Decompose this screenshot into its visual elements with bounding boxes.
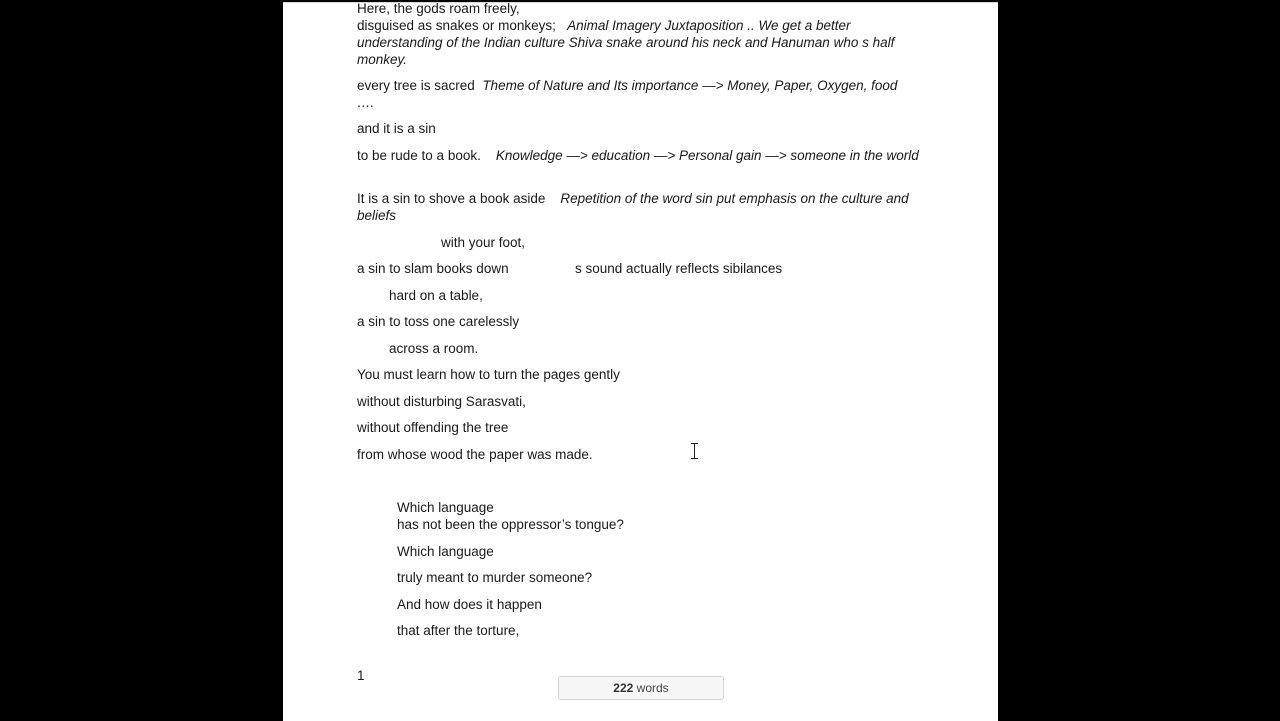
poem-line[interactable]: every tree is sacred Theme of Nature and Its importance —> Money, Paper, Oxygen, food …. <box>357 78 898 110</box>
poem-line[interactable]: a sin to slam books down <box>357 261 509 276</box>
poem-line[interactable]: disguised as snakes or monkeys; Animal Imagery Juxtaposition .. We get a better understanding of the Indian culture Shiva snake around his neck and Hanuman who s half monkey. <box>357 18 895 67</box>
document-page[interactable] <box>283 2 998 721</box>
page-number: 1 <box>357 668 365 683</box>
poem-line[interactable]: It is a sin to shove a book aside Repetition of the word sin put emphasis on the culture and beliefs <box>357 191 909 223</box>
poem-line[interactable]: Here, the gods roam freely, <box>357 1 520 16</box>
poem-line[interactable]: and it is a sin <box>357 121 436 136</box>
poem-line[interactable]: You must learn how to turn the pages gently <box>357 367 620 382</box>
poem-line[interactable]: without disturbing Sarasvati, <box>357 394 526 409</box>
poem-line[interactable]: to be rude to a book. Knowledge —> education —> Personal gain —> someone in the world <box>357 148 919 163</box>
annotation-note: Repetition of the word sin put emphasis on the culture and beliefs <box>357 191 909 223</box>
poem-line[interactable]: with your foot, <box>441 235 526 250</box>
stanza-line[interactable]: has not been the oppressor’s tongue? <box>397 517 624 532</box>
word-count-value: 222 <box>613 681 634 695</box>
poem-line[interactable]: a sin to toss one carelessly <box>357 314 520 329</box>
word-count-badge[interactable] <box>558 676 724 700</box>
stanza-line[interactable]: that after the torture, <box>397 623 520 638</box>
text-cursor-icon <box>690 443 699 459</box>
stanza-line[interactable]: Which language <box>397 544 494 559</box>
stanza-line[interactable]: Which language <box>397 500 494 515</box>
poem-line[interactable]: without offending the tree <box>357 420 509 435</box>
poem-line[interactable]: from whose wood the paper was made. <box>357 447 593 462</box>
stanza-line[interactable]: And how does it happen <box>397 597 542 612</box>
annotation-note: Knowledge —> education —> Personal gain —> someone in the world <box>495 148 919 163</box>
annotation-note: Theme of Nature and Its importance —> Money, Paper, Oxygen, food …. <box>357 78 898 110</box>
word-count-label: words <box>636 681 669 695</box>
poem-line[interactable]: across a room. <box>389 341 479 356</box>
poem-line[interactable]: hard on a table, <box>389 288 483 303</box>
stanza-line[interactable]: truly meant to murder someone? <box>397 570 593 585</box>
annotation-note[interactable]: s sound actually reflects sibilances <box>575 261 783 276</box>
annotation-note: Animal Imagery Juxtaposition .. We get a better understanding of the Indian culture Shiva snake around his neck and Hanuman who s half monkey. <box>357 18 895 67</box>
